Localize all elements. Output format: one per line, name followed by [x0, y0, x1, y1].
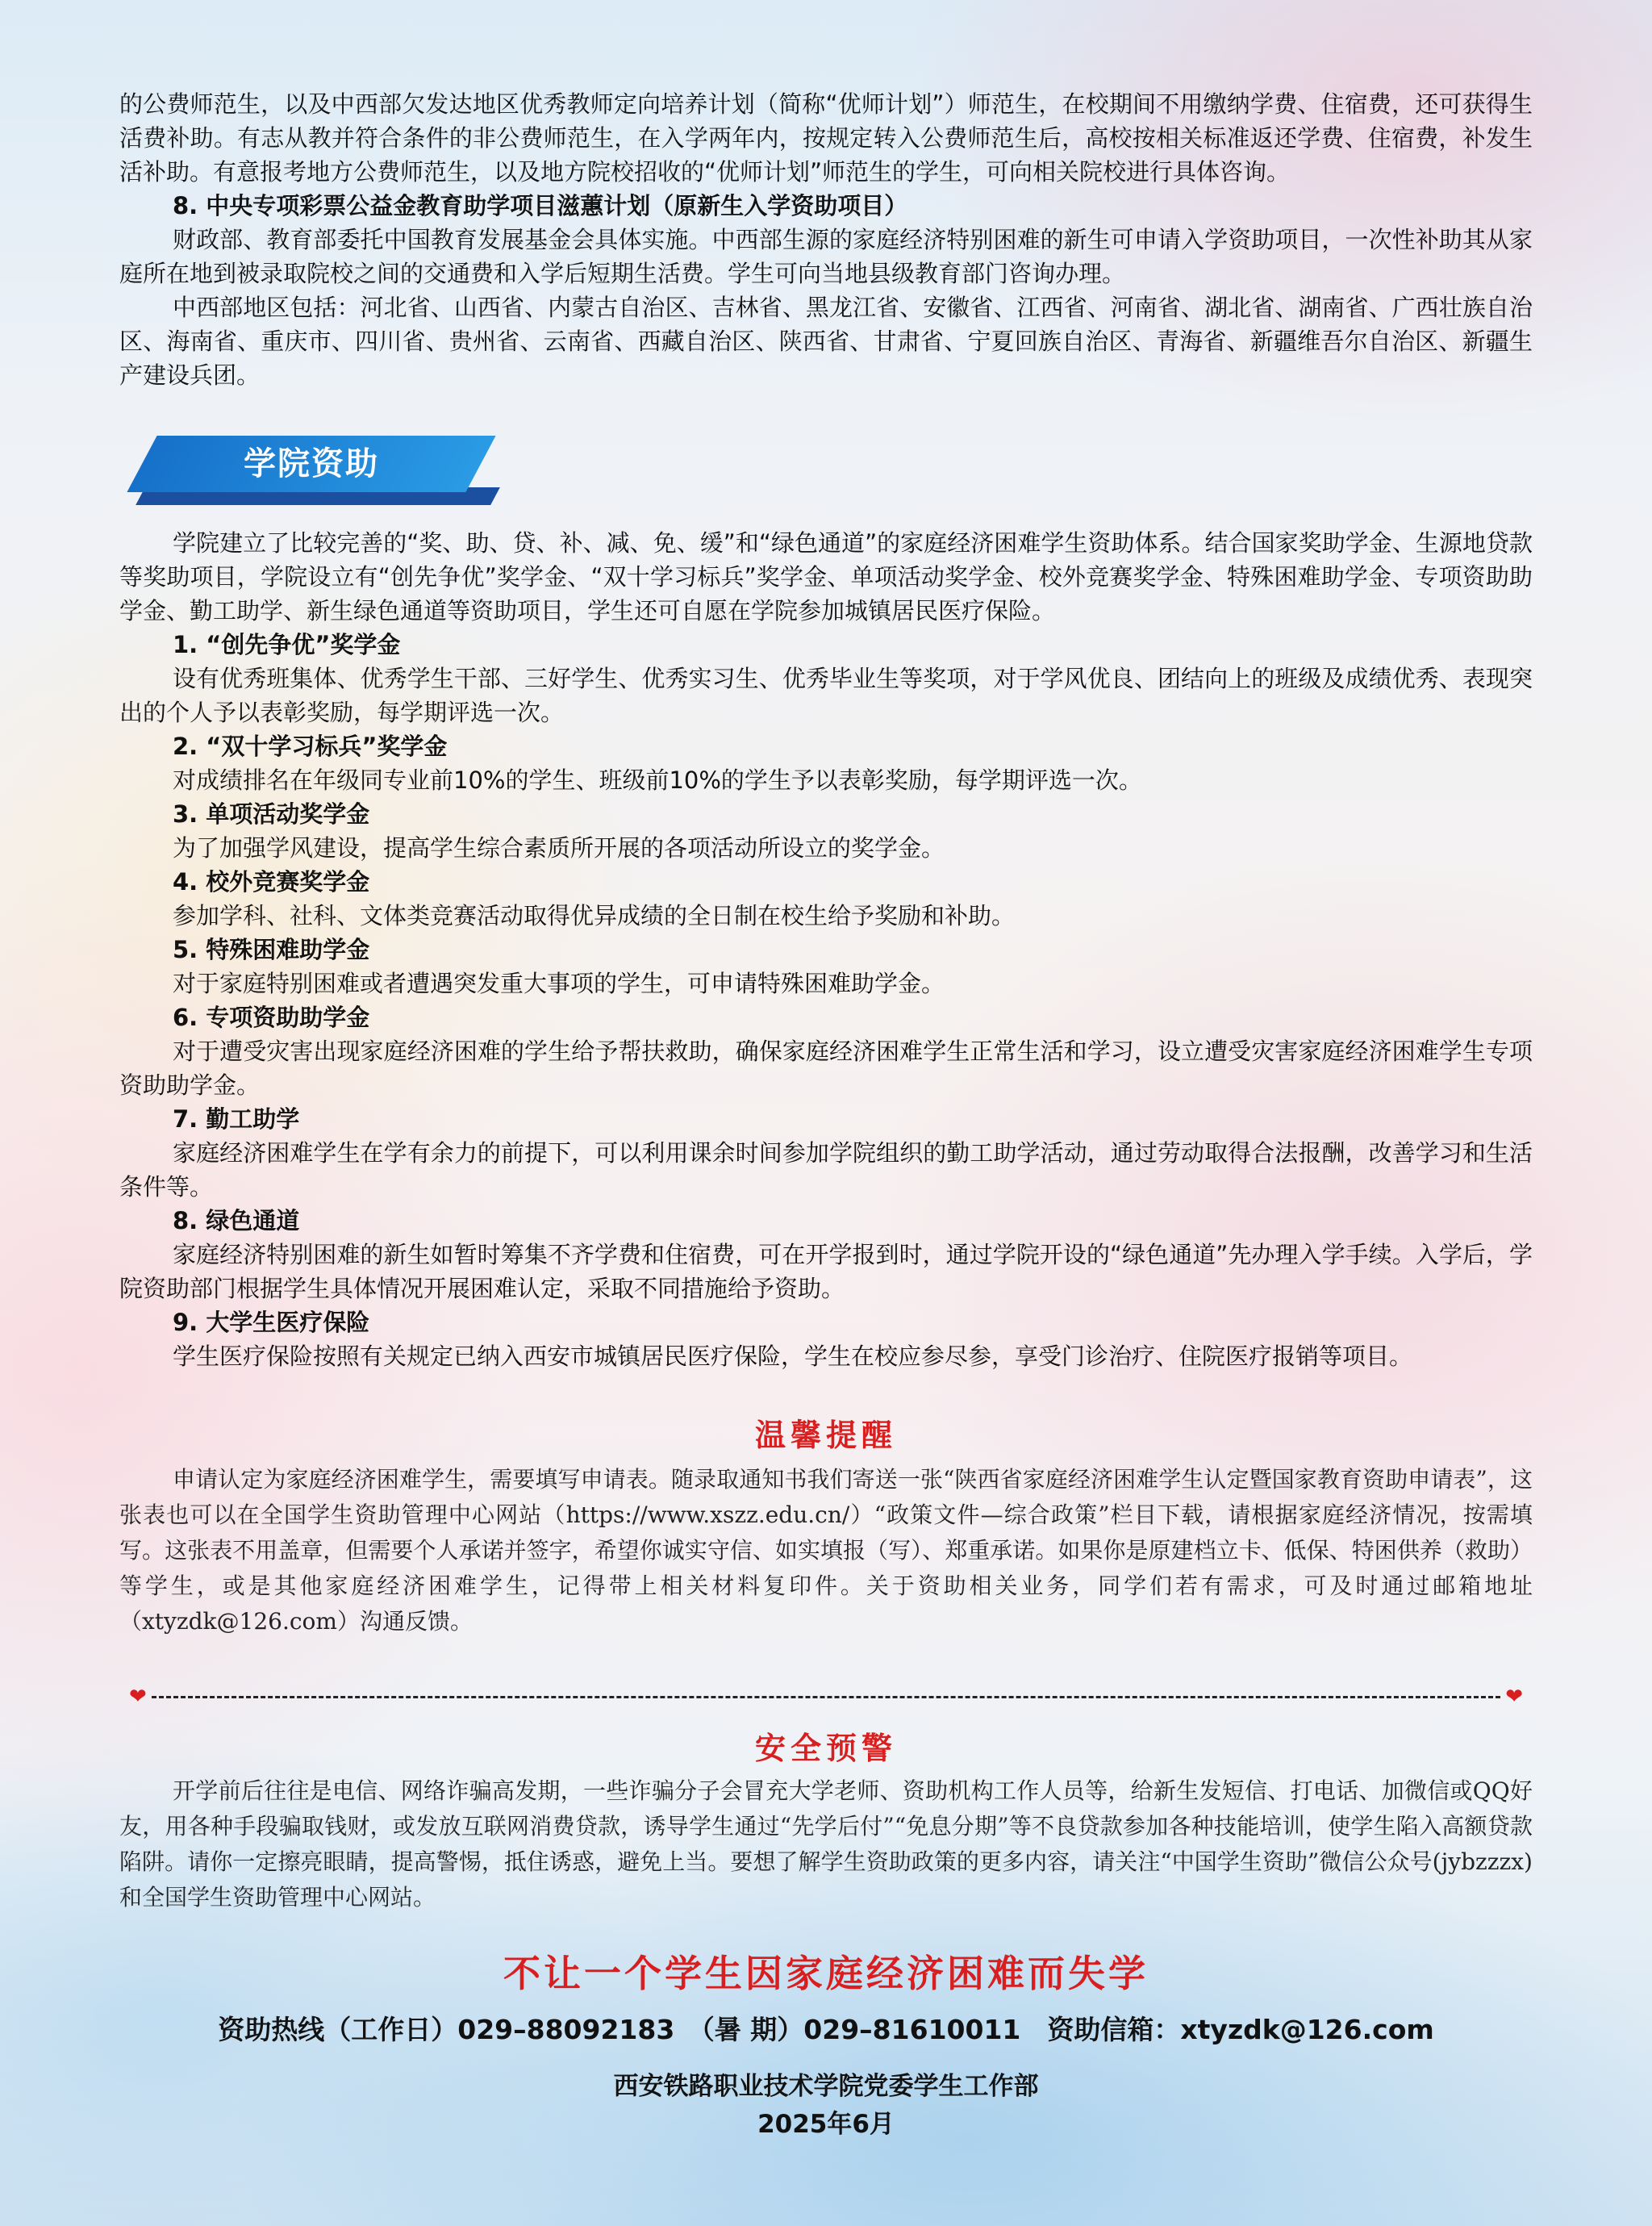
aid-item-text: 对成绩排名在年级同专业前10%的学生、班级前10%的学生予以表彰奖励，每学期评选一次。 — [173, 766, 1142, 794]
heart-icon: ❤ — [1505, 1685, 1523, 1709]
aid-item-heading: 7. 勤工助学 — [173, 1105, 300, 1133]
warning-section — [119, 1773, 1533, 1915]
warning-text: 开学前后往往是电信、网络诈骗高发期，一些诈骗分子会冒充大学老师、资助机构工作人员等，给新生发短信、打电话、加微信或QQ好友，用各种手段骗取钱财，或发放互联网消费贷款，诱导学生通过“先学后付”“免息分期”等不良贷款参加各种技能培训，使学生陷入高额贷款陷阱。请你一定擦亮眼睛，提高警惕，抵住诱惑，避免上当。要想了解学生资助政策的更多内容，请关注“中国学生资助”微信公众号(jybzzzx)和全国学生资助管理中心网站。 — [119, 1777, 1533, 1911]
issue-date: 2025年6月 — [757, 2110, 895, 2139]
top-paragraph: 的公费师范生，以及中西部欠发达地区优秀教师定向培养计划（简称“优师计划”）师范生，在校期间不用缴纳学费、住宿费，还可获得生活费补助。有志从教并符合条件的非公费师范生，在入学两年内，按规定转入公费师范生后，高校按相关标准返还学费、住宿费，补发生活补助。有意报考地方公费师范生，以及地方院校招收的“优师计划”师范生的学生，可向相关院校进行具体咨询。 — [119, 90, 1533, 186]
section-banner — [134, 436, 497, 507]
reminder-section — [119, 1462, 1533, 1639]
hotline-info: 资助热线（工作日）029–88092183 （暑 期）029–81610011 资助信箱：xtyzdk@126.com — [218, 2014, 1434, 2045]
aid-item-heading: 5. 特殊困难助学金 — [173, 936, 370, 963]
warning-title: 安全预警 — [754, 1730, 897, 1766]
aid-item-heading: 6. 专项资助助学金 — [173, 1004, 370, 1031]
aid-item-heading: 2. “双十学习标兵”奖学金 — [173, 733, 448, 760]
slogan: 不让一个学生因家庭经济困难而失学 — [503, 1952, 1149, 1995]
reminder-title: 温馨提醒 — [754, 1417, 897, 1453]
top-section — [119, 87, 1533, 392]
dashed-divider — [129, 1685, 1523, 1709]
college-aid-section — [119, 526, 1533, 1373]
issuer: 西安铁路职业技术学院党委学生工作部 — [613, 2072, 1039, 2101]
banner-label: 学院资助 — [244, 445, 379, 482]
aid-item-text: 对于家庭特别困难或者遭遇突发重大事项的学生，可申请特殊困难助学金。 — [173, 970, 945, 997]
region-paragraph: 中西部地区包括：河北省、山西省、内蒙古自治区、吉林省、黑龙江省、安徽省、江西省、河南省、湖北省、湖南省、广西壮族自治区、海南省、重庆市、四川省、贵州省、云南省、西藏自治区、陕西省、甘肃省、宁夏回族自治区、青海省、新疆维吾尔自治区、新疆生产建设兵团。 — [119, 294, 1533, 389]
aid-item-text: 家庭经济困难学生在学有余力的前提下，可以利用课余时间参加学院组织的勤工助学活动，通过劳动取得合法报酬，改善学习和生活条件等。 — [119, 1139, 1533, 1201]
aid-item-text: 设有优秀班集体、优秀学生干部、三好学生、优秀实习生、优秀毕业生等奖项，对于学风优良、团结向上的班级及成绩优秀、表现突出的个人予以表彰奖励，每学期评选一次。 — [119, 665, 1533, 726]
aid-item-text: 对于遭受灾害出现家庭经济困难的学生给予帮扶救助，确保家庭经济困难学生正常生活和学习，设立遭受灾害家庭经济困难学生专项资助助学金。 — [119, 1038, 1533, 1099]
aid-item-heading: 8. 绿色通道 — [173, 1207, 300, 1234]
aid-item-heading: 1. “创先争优”奖学金 — [173, 631, 401, 658]
reminder-text: 申请认定为家庭经济困难学生，需要填写申请表。随录取通知书我们寄送一张“陕西省家庭经济困难学生认定暨国家教育资助申请表”，这张表也可以在全国学生资助管理中心网站（https://www.xszz.edu.cn/）“政策文件—综合政策”栏目下载，请根据家庭经济情况，按需填写。这张表不用盖章，但需要个人承诺并签字，希望你诚实守信、如实填报（写）、郑重承诺。如果你是原建档立卡、低保、特困供养（救助）等学生，或是其他家庭经济困难学生，记得带上相关材料复印件。关于资助相关业务，同学们若有需求，可及时通过邮箱地址（xtyzdk@126.com）沟通反馈。 — [119, 1466, 1533, 1635]
heart-icon: ❤ — [129, 1685, 147, 1709]
college-intro: 学院建立了比较完善的“奖、助、贷、补、减、免、缓”和“绿色通道”的家庭经济困难学生资助体系。结合国家奖助学金、生源地贷款等奖助项目，学院设立有“创先争优”奖学金、“双十学习标兵”奖学金、单项活动奖学金、校外竞赛奖学金、特殊困难助学金、专项资助助学金、勤工助学、新生绿色通道等资助项目，学生还可自愿在学院参加城镇居民医疗保险。 — [119, 529, 1533, 624]
aid-item-text: 学生医疗保险按照有关规定已纳入西安市城镇居民医疗保险，学生在校应参尽参，享受门诊治疗、住院医疗报销等项目。 — [173, 1343, 1413, 1370]
aid-item-text: 参加学科、社科、文体类竞赛活动取得优异成绩的全日制在校生给予奖励和补助。 — [173, 902, 1016, 929]
aid-item-text: 家庭经济特别困难的新生如暂时筹集不齐学费和住宿费，可在开学报到时，通过学院开设的“绿色通道”先办理入学手续。入学后，学院资助部门根据学生具体情况开展困难认定，采取不同措施给予资助。 — [119, 1241, 1533, 1302]
aid-item-text: 为了加强学风建设，提高学生综合素质所开展的各项活动所设立的奖学金。 — [173, 834, 945, 862]
aid-item-heading: 4. 校外竞赛奖学金 — [173, 868, 370, 896]
aid-item-heading: 3. 单项活动奖学金 — [173, 800, 370, 828]
item8-heading: 8. 中央专项彩票公益金教育助学项目滋蕙计划（原新生入学资助项目） — [173, 192, 908, 219]
aid-item-heading: 9. 大学生医疗保险 — [173, 1309, 370, 1336]
item8-paragraph: 财政部、教育部委托中国教育发展基金会具体实施。中西部生源的家庭经济特别困难的新生可申请入学资助项目，一次性补助其从家庭所在地到被录取院校之间的交通费和入学后短期生活费。学生可向当地县级教育部门咨询办理。 — [119, 226, 1533, 287]
